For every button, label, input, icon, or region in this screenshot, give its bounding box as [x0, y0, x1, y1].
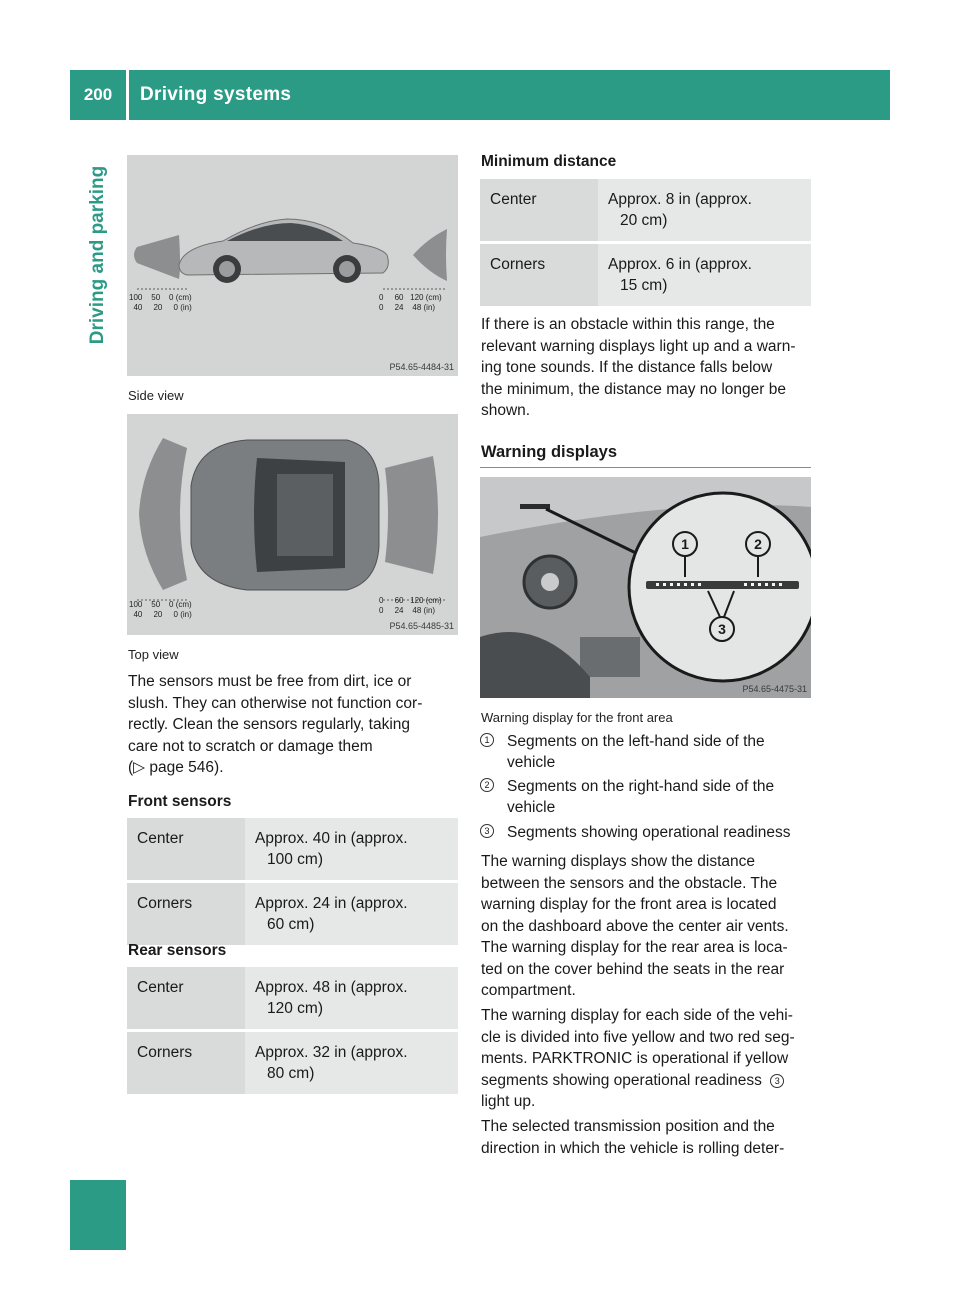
table-cell-value: Approx. 40 in (approx. 100 cm) — [245, 818, 458, 882]
text-line: ments. PARKTRONIC is operational if yellow — [481, 1050, 789, 1067]
text-line: relevant warning displays light up and a warn- — [481, 337, 796, 355]
scale-label: 48 (in) — [412, 303, 436, 312]
side-tab-label: Driving and parking — [87, 165, 109, 345]
text-line: segments showing operational readiness 3 — [481, 1070, 816, 1092]
scale-label: 50 — [151, 600, 161, 609]
callout-3: 3 — [718, 621, 726, 637]
text-line: The selected transmission position and the — [481, 1118, 775, 1135]
scale-label: 0 (in) — [173, 303, 192, 312]
scale-label: 0 — [379, 606, 384, 615]
warning-display-caption: Warning display for the front area — [481, 710, 673, 725]
figure-code: P54.65-4475-31 — [742, 684, 807, 694]
table-cell-label: Center — [127, 818, 245, 882]
scale-label: 0 (cm) — [169, 600, 192, 609]
intro-paragraph — [128, 671, 463, 779]
scale-label: 0 — [379, 303, 384, 312]
legend-item-2 — [480, 776, 815, 820]
minimum-distance-table — [480, 179, 811, 309]
figure-code: P54.65-4484-31 — [389, 362, 454, 372]
table-cell-value: Approx. 48 in (approx. 120 cm) — [245, 967, 458, 1031]
text-line: shown. — [481, 402, 531, 419]
legend-text: Segments on the right-hand side of the — [507, 778, 775, 795]
scale-label: 40 — [133, 610, 143, 619]
scale-label: 40 — [133, 303, 143, 312]
header-divider — [126, 70, 129, 120]
callout-1: 1 — [681, 536, 689, 552]
table-row — [127, 882, 458, 947]
side-view-figure — [127, 155, 458, 376]
obstacle-paragraph — [481, 314, 816, 422]
legend-number-icon: 2 — [480, 778, 494, 792]
scale-label: 120 (cm) — [410, 293, 442, 302]
text-line: direction in which the vehicle is rolling deter- — [481, 1139, 785, 1157]
text-line: The warning display for the rear area is loca- — [481, 939, 788, 956]
table-cell-label: Center — [127, 967, 245, 1031]
table-row — [480, 179, 811, 243]
scale-label: 0 — [379, 293, 384, 302]
table-cell-label: Corners — [127, 1031, 245, 1096]
page-reference-link[interactable]: (▷ page 546). — [128, 759, 224, 776]
legend-item-1 — [480, 731, 815, 775]
rear-sensors-table — [127, 967, 458, 1097]
scale-label: 120 (cm) — [410, 596, 442, 605]
table-cell-label: Corners — [127, 882, 245, 947]
table-cell-value: Approx. 24 in (approx. 60 cm) — [245, 882, 458, 947]
legend-text: vehicle — [507, 799, 556, 816]
rear-sensors-heading: Rear sensors — [128, 942, 227, 959]
table-cell-value: Approx. 8 in (approx. 20 cm) — [598, 179, 811, 243]
legend-text: Segments on the left-hand side of the — [507, 733, 765, 750]
warning-displays-heading: Warning displays — [481, 443, 617, 461]
scale-label: 24 — [394, 303, 404, 312]
text-line: compartment. — [481, 982, 576, 999]
text-line: on the dashboard above the center air vents. — [481, 917, 789, 935]
side-marker — [70, 1180, 126, 1250]
side-view-caption: Side view — [128, 388, 184, 403]
text-line: the minimum, the distance may no longer be — [481, 380, 786, 398]
scale-label: 0 (cm) — [169, 293, 192, 302]
legend-item-3 — [480, 822, 820, 844]
text-line: If there is an obstacle within this range, the — [481, 316, 775, 333]
table-cell-value: Approx. 6 in (approx. 15 cm) — [598, 243, 811, 308]
front-sensors-table — [127, 818, 458, 948]
scale-label: 100 — [129, 600, 143, 609]
text-line: warning display for the front area is located — [481, 896, 777, 913]
callout-2: 2 — [754, 536, 762, 552]
figure-code: P54.65-4485-31 — [389, 621, 454, 631]
warning-paragraph-1 — [481, 851, 816, 1002]
legend-text: Segments showing operational readiness — [507, 824, 791, 841]
text-line: ted on the cover behind the seats in the rear — [481, 960, 785, 978]
legend-number-icon: 1 — [480, 733, 494, 747]
page-title: Driving systems — [140, 84, 292, 105]
top-view-figure — [127, 414, 458, 635]
reference-number-icon: 3 — [770, 1074, 784, 1088]
scale-label: 20 — [153, 303, 163, 312]
table-cell-label: Corners — [480, 243, 598, 308]
scale-label: 24 — [394, 606, 404, 615]
warning-paragraph-2 — [481, 1005, 816, 1113]
text-line: ing tone sounds. If the distance falls below — [481, 359, 773, 376]
text-line: light up. — [481, 1093, 536, 1110]
side-tab — [70, 120, 126, 390]
scale-label: 100 — [129, 293, 143, 302]
text-line: between the sensors and the obstacle. The — [481, 874, 778, 892]
text-line: rectly. Clean the sensors regularly, taking — [128, 716, 410, 733]
minimum-distance-heading: Minimum distance — [481, 153, 617, 170]
text-line: The warning displays show the distance — [481, 853, 755, 870]
page-number: 200 — [83, 85, 113, 104]
warning-display-illustration — [480, 477, 811, 698]
scale-label: 20 — [153, 610, 163, 619]
scale-label: 60 — [394, 596, 404, 605]
heading-rule — [480, 467, 811, 468]
text-line: slush. They can otherwise not function cor- — [128, 694, 423, 712]
table-row — [127, 967, 458, 1031]
top-view-caption: Top view — [128, 647, 179, 662]
scale-label: 0 (in) — [173, 610, 192, 619]
side-view-illustration — [127, 155, 458, 376]
legend-number-icon: 3 — [480, 824, 494, 838]
front-sensors-heading: Front sensors — [128, 793, 232, 810]
table-cell-value: Approx. 32 in (approx. 80 cm) — [245, 1031, 458, 1096]
table-row — [127, 818, 458, 882]
warning-paragraph-3 — [481, 1116, 816, 1159]
text-line: care not to scratch or damage them — [128, 737, 373, 755]
table-row — [127, 1031, 458, 1096]
text-line: The warning display for each side of the vehi- — [481, 1007, 793, 1024]
scale-label: 60 — [394, 293, 404, 302]
table-cell-label: Center — [480, 179, 598, 243]
warning-display-figure — [480, 477, 811, 698]
text-line: cle is divided into five yellow and two red seg- — [481, 1028, 795, 1046]
legend-text: vehicle — [507, 754, 556, 771]
table-row — [480, 243, 811, 308]
text-line: The sensors must be free from dirt, ice or — [128, 673, 412, 690]
scale-label: 50 — [151, 293, 161, 302]
scale-label: 0 — [379, 596, 384, 605]
scale-label: 48 (in) — [412, 606, 436, 615]
